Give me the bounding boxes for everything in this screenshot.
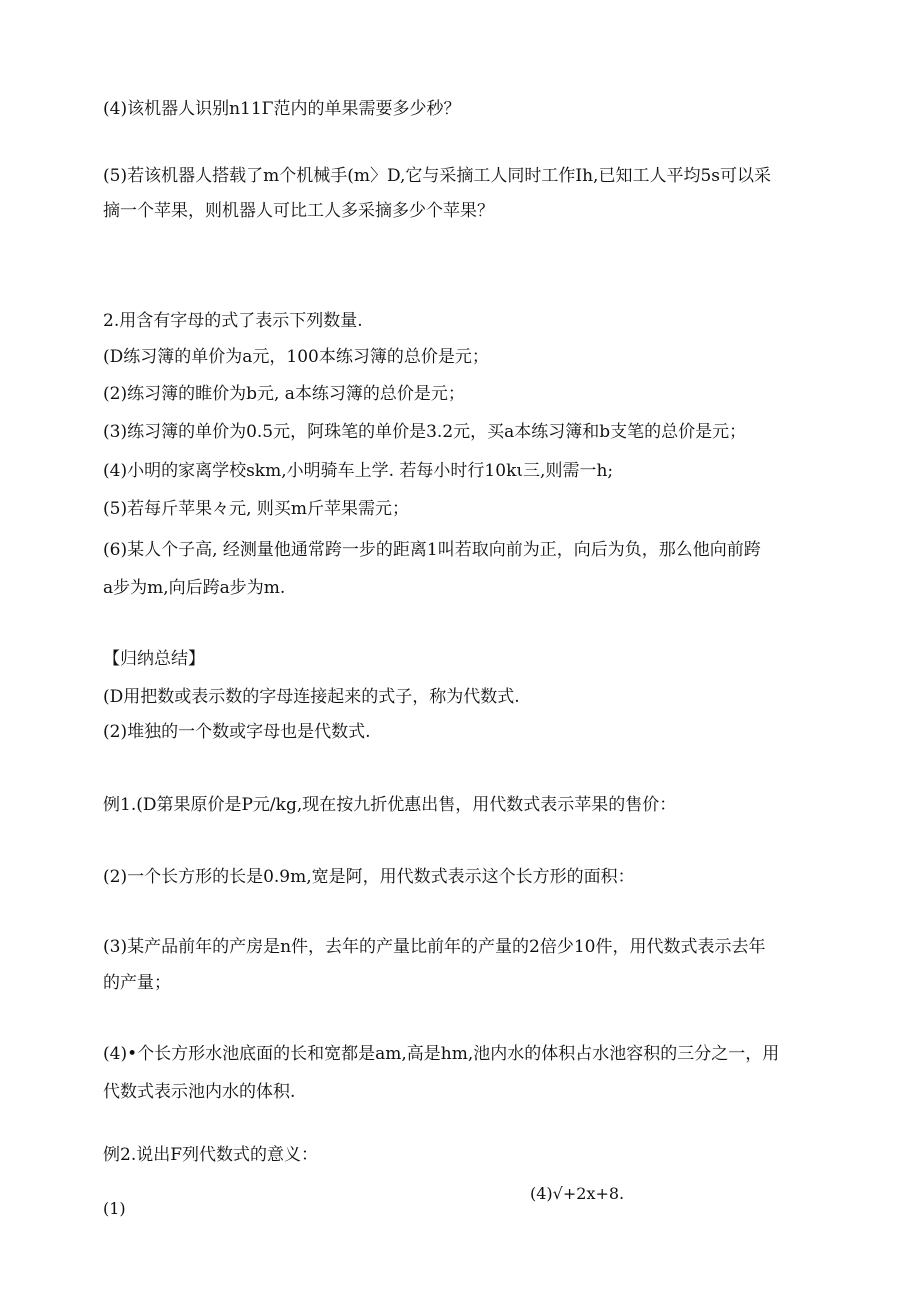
- example1-item4-line2: 代数式表示池内水的体积.: [103, 1082, 296, 1102]
- q2-item-4: (4)小明的家离学校skm,小明骑车上学. 若每小时行10kι三,则需一h;: [103, 461, 614, 481]
- q2-title: 2.用含有字母的式了表示下列数量.: [103, 311, 363, 331]
- example1-item4-line1: (4)•个长方形水池底面的长和宽都是am,高是hm,池内水的体积占水池容积的三分之一，用: [103, 1044, 780, 1064]
- summary-heading: 【归纳总结】: [103, 649, 205, 669]
- example1-item2: (2)一个长方形的长是0.9m,宽是阿，用代数式表示这个长方形的面积：: [103, 867, 635, 887]
- summary-item-1: (D用把数或表示数的字母连接起来的式子，称为代数式.: [103, 687, 520, 707]
- example1-item1: 例1.(D第果原价是P元/kg,现在按九折优惠出售，用代数式表示苹果的售价：: [103, 795, 677, 815]
- example2-item1: (1): [103, 1199, 126, 1218]
- q1-item4: (4)该机器人识别n11Γ范内的单果需要多少秒？: [103, 99, 461, 119]
- q2-item-1: (D练习簿的单价为a元，100本练习簿的总价是元；: [103, 347, 489, 367]
- example1-item3-line1: (3)某产品前年的产房是n件，去年的产量比前年的产量的2倍少10件，用代数式表示去年: [103, 937, 766, 957]
- q2-item-2: (2)练习簿的睢价为b元, a本练习簿的总价是元；: [103, 384, 465, 404]
- q1-item5-line1: (5)若该机器人搭载了m个机械手(m〉D,它与采摘工人同时工作Ih,已知工人平均5s可以采: [103, 166, 771, 186]
- q2-item-3: (3)练习簿的单价为0.5元，阿珠笔的单价是3.2元，买a本练习簿和b支笔的总价是元；: [103, 422, 747, 442]
- example2-item4: (4)√+2x+8.: [530, 1184, 625, 1203]
- q2-item-6-cont: a步为m,向后跨a步为m.: [103, 578, 286, 598]
- example1-item3-line2: 的产量；: [103, 973, 171, 993]
- example2-title: 例2.说出F列代数式的意义：: [103, 1145, 319, 1165]
- q2-item-5: (5)若每斤苹果々元, 则买m斤苹果需元；: [103, 499, 410, 519]
- q1-item5-line2: 摘一个苹果，则机器人可比工人多采摘多少个苹果？: [103, 201, 494, 221]
- q2-item-6: (6)某人个子高, 经测量他通常跨一步的距离1叫若取向前为正，向后为负，那么他向前跨: [103, 540, 761, 560]
- summary-item-2: (2)堆独的一个数或字母也是代数式.: [103, 722, 371, 742]
